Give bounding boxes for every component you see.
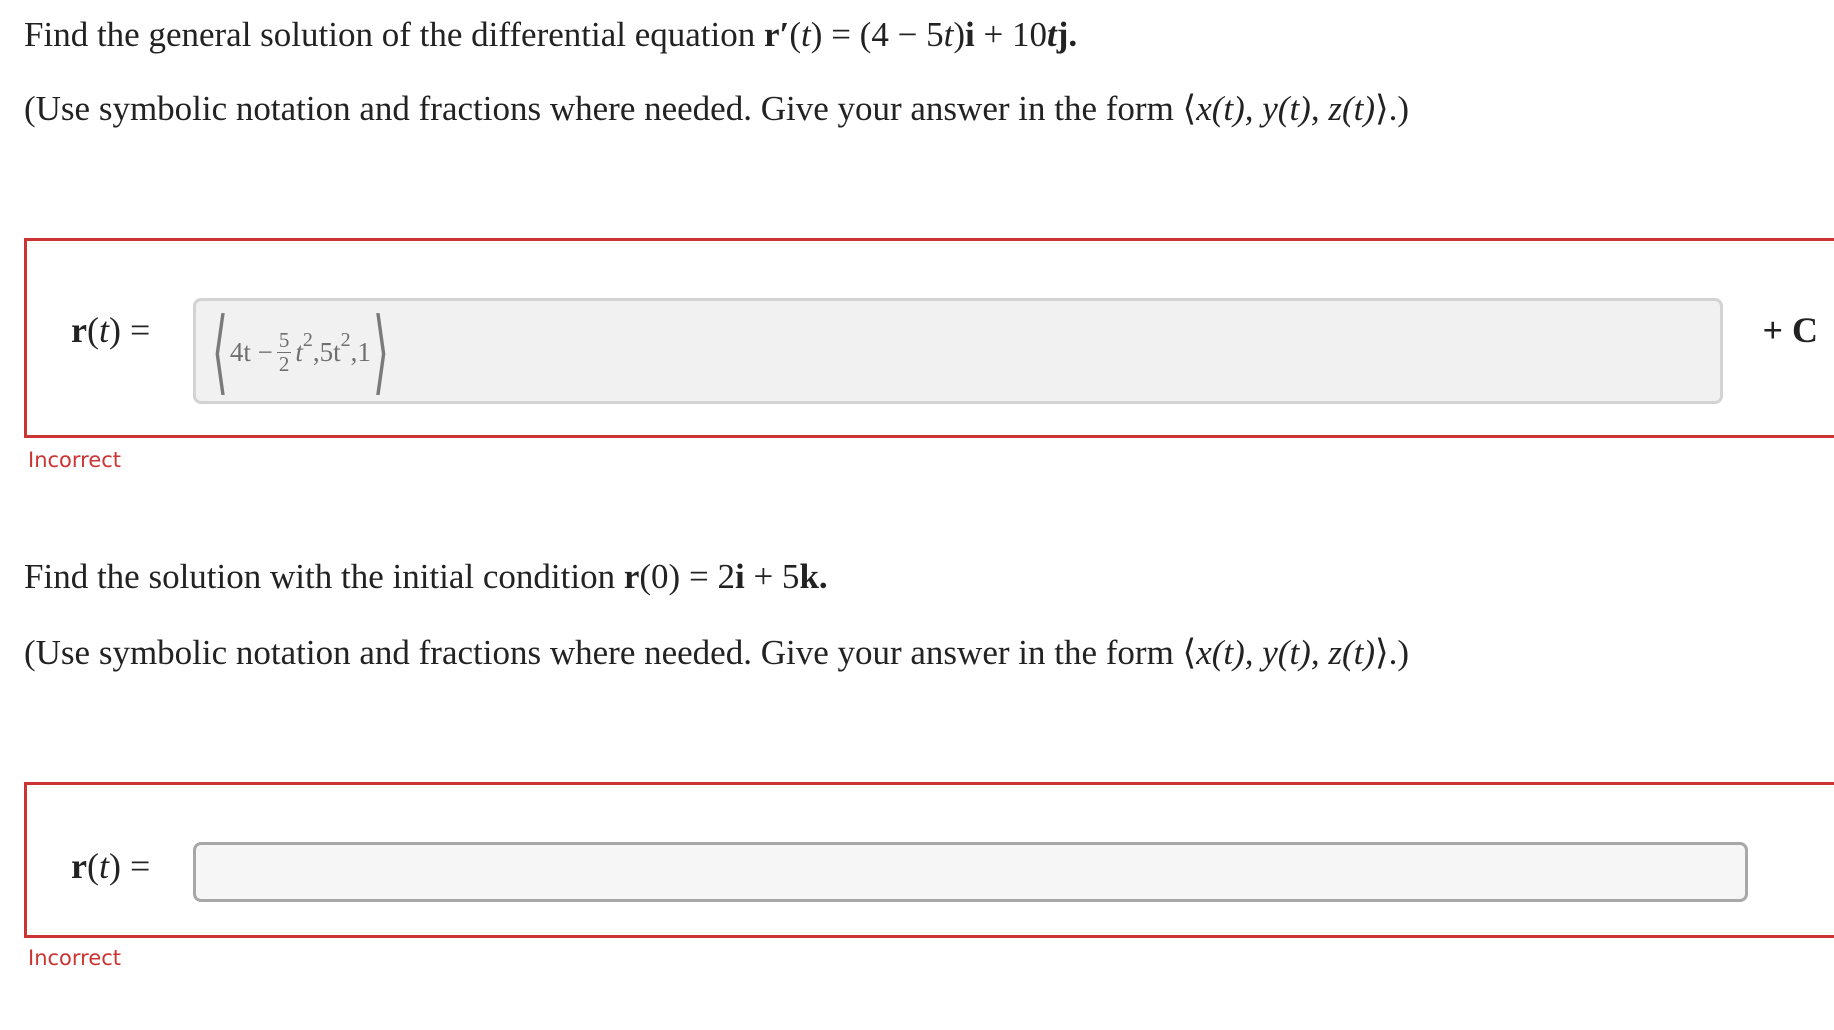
- question-1-instructions: (Use symbolic notation and fractions where needed. Give your answer in the form ⟨x(t), y(t), z(t)⟩.): [24, 89, 1410, 128]
- answer-box-initial-condition: [24, 782, 1834, 938]
- answer-label: r(t) =: [71, 846, 151, 886]
- plus-constant-label: + C: [1762, 310, 1818, 350]
- answer-t: t: [295, 336, 303, 367]
- question-1-prompt: Find the general solution of the differential equation r′(t) = (4 − 5t)i + 10tj.: [24, 15, 1078, 54]
- exponent: 2: [340, 328, 351, 351]
- exponent: 2: [302, 328, 313, 351]
- answer-term-3: ,1: [350, 336, 371, 367]
- right-angle-bracket: ⟩: [372, 301, 389, 403]
- answer-term-2: ,5t: [312, 336, 341, 367]
- fraction: $\frac{5}{2}$: [278, 328, 290, 376]
- status-incorrect: Incorrect: [28, 946, 122, 970]
- question-2-prompt: Find the solution with the initial condition r(0) = 2i + 5k.: [24, 557, 828, 596]
- entered-answer-expression: [210, 301, 391, 403]
- initial-condition-input[interactable]: [193, 842, 1748, 902]
- answer-term-1: 4t −: [229, 336, 273, 367]
- status-incorrect: Incorrect: [28, 448, 122, 472]
- left-angle-bracket: ⟨: [211, 301, 229, 403]
- question-2-instructions: (Use symbolic notation and fractions where needed. Give your answer in the form ⟨x(t), y(t), z(t)⟩.): [24, 633, 1410, 672]
- answer-label: r(t) =: [71, 310, 151, 350]
- answer-box-general-solution: [24, 238, 1834, 438]
- general-solution-input[interactable]: [193, 298, 1723, 404]
